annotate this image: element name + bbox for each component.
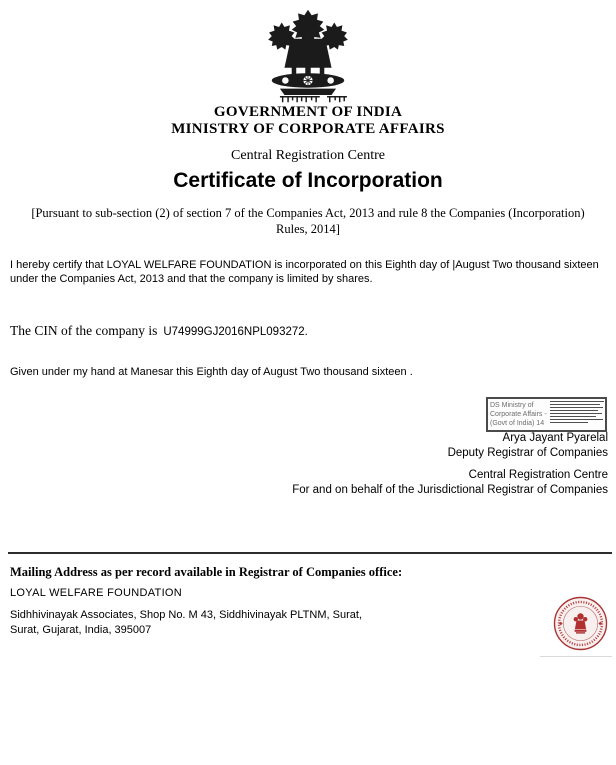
mca-seal-icon <box>552 595 609 652</box>
cin-label: The CIN of the company is <box>10 323 158 338</box>
certificate-title: Certificate of Incorporation <box>173 169 443 192</box>
signature-fine-print-lines <box>549 399 606 430</box>
company-address <box>10 608 362 637</box>
lion-capital-icon <box>249 8 367 104</box>
signatory-block <box>292 431 608 498</box>
section-divider <box>8 552 612 554</box>
fine-print-line <box>550 419 603 420</box>
fine-print-line <box>550 416 596 417</box>
cin-line <box>10 322 308 340</box>
seal-underline <box>540 656 612 657</box>
company-name: LOYAL WELFARE FOUNDATION <box>10 587 183 599</box>
signatory-name: Arya Jayant Pyarelal <box>502 432 608 444</box>
address-line-2: Surat, Gujarat, India, 395007 <box>10 623 152 636</box>
given-under-hand-line: Given under my hand at Manesar this Eighth day of August Two thousand sixteen . <box>10 366 413 378</box>
registration-centre-heading: Central Registration Centre <box>231 148 385 163</box>
address-line-1: Sidhhivinayak Associates, Shop No. M 43, Siddhivinayak PLTNM, Surat, <box>10 609 362 621</box>
ds-signer-label: DS Ministry of Corporate Affairs - (Govt of India) 14 <box>490 402 547 427</box>
spacer <box>292 461 608 468</box>
fine-print-line <box>550 404 600 405</box>
mailing-address-heading: Mailing Address as per record available in Registrar of Companies office: <box>10 565 403 579</box>
fine-print-line <box>550 401 604 402</box>
fine-print-line <box>550 413 602 414</box>
fine-print-line <box>550 407 603 408</box>
digital-signature-stamp <box>486 397 607 432</box>
ministry-heading: MINISTRY OF CORPORATE AFFAIRS <box>171 121 445 137</box>
cin-value: U74999GJ2016NPL093272. <box>163 326 308 338</box>
signatory-office: Central Registration Centre <box>468 469 608 481</box>
certification-paragraph: I hereby certify that LOYAL WELFARE FOUNDATION is incorporated on this Eighth day of |August Two thousand sixteen under the Companies Act, 2013 and that the company is limited by shares. <box>10 259 599 285</box>
signatory-on-behalf: For and on behalf of the Jurisdictional Registrar of Companies <box>292 484 608 496</box>
fine-print-line <box>550 410 598 411</box>
signatory-designation: Deputy Registrar of Companies <box>447 447 608 459</box>
round-seal-icon <box>552 595 609 652</box>
fine-print-line <box>550 422 588 423</box>
government-heading: GOVERNMENT OF INDIA <box>213 104 403 120</box>
pursuant-clause: [Pursuant to sub-section (2) of section 7 of the Companies Act, 2013 and rule 8 the Companies (Incorporation) Rules, 2014] <box>31 206 585 236</box>
india-emblem-icon <box>0 8 616 109</box>
